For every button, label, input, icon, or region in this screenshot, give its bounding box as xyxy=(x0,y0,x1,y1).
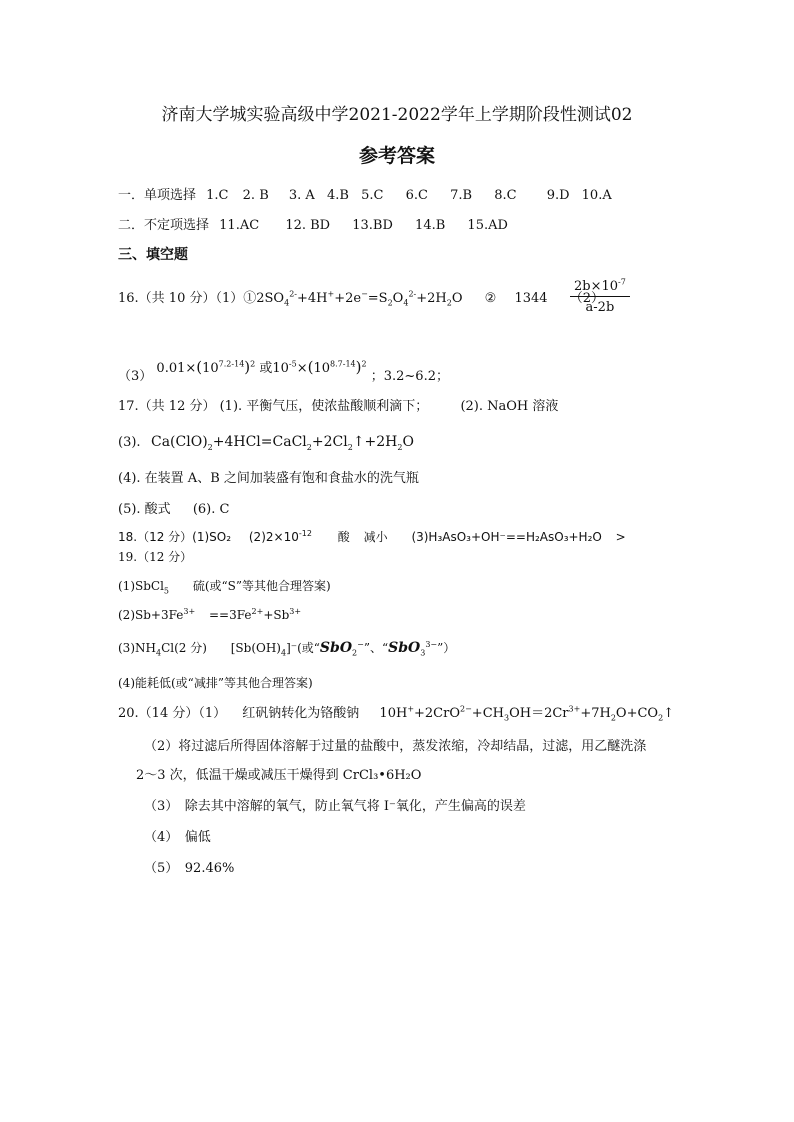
answer: 2. B xyxy=(242,188,269,203)
question-19-line1: (1)SbCl$_5$ 硫(或“S”等其他合理答案) xyxy=(118,579,331,596)
q17-part5: (5). 酸式 xyxy=(118,502,171,517)
q20-eq: +2CrO xyxy=(414,706,460,721)
q18-part5: (3)H₃AsO₃+OH⁻==H₂AsO₃+H₂O xyxy=(411,530,602,544)
q17-label: (3). xyxy=(118,435,141,450)
q16-exp: 7.2-14 xyxy=(218,359,245,369)
question-19-line4: (4)能耗低(或“减排”等其他合理答案) xyxy=(118,676,313,690)
question-16-line1: 16.（共 10 分）$(1)①2SO_4^{2-}+4H^++2e^-=S_2O_4^{2-}+2H_2O$ ② 1344 （2） xyxy=(118,289,604,308)
q16-exp: -5 xyxy=(288,359,297,369)
q19-part3: (3)NH xyxy=(118,641,156,655)
section-label: 二．不定项选择 xyxy=(118,218,210,233)
q20-eq: +CH xyxy=(471,706,504,721)
question-16-line2: （3） $0.01\times(10^{7.2-14})^2$ 或$10^{-5}\times(10^{8.7-14})^2$ ；3.2~6.2； xyxy=(118,358,449,384)
document-title: 济南大学城实验高级中学2021-2022学年上学期阶段性测试02 xyxy=(161,105,633,125)
section-multi-choice xyxy=(118,217,508,235)
question-20-line4: （4） 偏低 xyxy=(144,830,211,845)
answer: 13.BD xyxy=(352,218,393,233)
q19-formula: SbO xyxy=(388,640,421,656)
question-20-line2b: 2～3 次，低温干燥或减压干燥得到 CrCl₃•6H₂O xyxy=(136,768,422,783)
q16-eq: O xyxy=(392,291,404,306)
q20-eq: +7H xyxy=(580,706,611,721)
q16-expr: 或10 xyxy=(259,361,289,376)
q19-part2: +Sb xyxy=(263,608,290,622)
q16-eq: +4H xyxy=(296,291,328,306)
answer: 1.C xyxy=(206,188,229,203)
q18-part1: 18.（12 分）(1)SO₂ xyxy=(118,530,232,544)
q16-expr: × xyxy=(296,361,308,376)
question-19-line3: $(3)NH_4Cl(2$ 分) $[Sb(OH)_4]^-$(或“SbO$_2$−”、“SbO$_3^{3-}$”） xyxy=(118,640,456,658)
answer: 3. A xyxy=(288,188,315,203)
q19-part2: ==3Fe xyxy=(209,608,252,622)
question-17-line4: (4). 在装置 A、B 之间加装盛有饱和食盐水的洗气瓶 xyxy=(118,471,419,486)
question-17-line1 xyxy=(118,398,558,416)
question-20-line5: （5） 92.46% xyxy=(144,861,235,876)
q19-formula: SbO xyxy=(319,640,353,656)
question-20-line3: （3） 除去其中溶解的氧气，防止氧气将 I⁻氧化，产生偏高的误差 xyxy=(144,799,526,814)
q20-eq: ↑ xyxy=(663,706,675,721)
q16-exp: 8.7-14 xyxy=(330,359,356,369)
q16-eq: O xyxy=(451,291,463,306)
question-18 xyxy=(118,528,626,546)
answer: 4.B xyxy=(326,188,349,203)
answer: 12. BD xyxy=(285,218,331,233)
q19-part1: (1)SbCl xyxy=(118,579,164,593)
q16-value: 1344 xyxy=(514,291,548,306)
q16-eq: =S xyxy=(367,291,388,306)
fraction-numerator: 2b×10 xyxy=(574,279,619,294)
q17-part2: (2). NaOH 溶液 xyxy=(460,399,559,414)
q17-eq: ↑+2H xyxy=(352,434,398,450)
q20-head: 20.（14 分）（1） xyxy=(118,706,227,721)
q20-eq: O+CO xyxy=(615,706,659,721)
q19-part3: ]⁻(或“ xyxy=(286,641,320,655)
question-20-line1: 20.（14 分）（1） 红矾钠转化为铬酸钠 $10H^++2CrO^{2-}+CH_3OH=2Cr^{3+}+7H_2O+CO_2↑$ xyxy=(118,704,675,723)
question-17-line3: (3). $Ca(ClO)_2+4HCl=CaCl_2+2Cl_2↑+2H_2O$ xyxy=(118,434,414,452)
document-subtitle: 参考答案 xyxy=(358,145,435,167)
q17-part1: 17.（共 12 分） (1). 平衡气压，使浓盐酸顺利滴下； xyxy=(118,399,429,414)
answer: 5.C xyxy=(361,188,384,203)
question-19-line2: $(2)Sb+3Fe^{3+} ==3Fe^{2+}+Sb^{3+}$ xyxy=(118,607,302,622)
answer: 15.AD xyxy=(467,218,508,233)
q16-expr: 10 xyxy=(313,361,331,376)
q16-mark: ② xyxy=(484,291,497,306)
q18-part4: 减小 xyxy=(363,530,388,544)
q19-part2: (2)Sb+3Fe xyxy=(118,608,184,622)
section-single-choice xyxy=(118,187,612,205)
fraction-exponent: -7 xyxy=(618,277,626,287)
q19-part3: ”） xyxy=(437,641,456,655)
q16-fraction xyxy=(570,279,630,315)
answer: 11.AC xyxy=(219,218,260,233)
answer: 9.D xyxy=(546,188,570,203)
answer: 10.A xyxy=(581,188,612,203)
q16-part3: （3） xyxy=(118,369,153,384)
q18-part2: (2)2×10 xyxy=(248,530,299,544)
section-fill-blank: 三、填空题 xyxy=(118,247,188,263)
question-17-line5 xyxy=(118,501,229,519)
q19-part1b: 硫(或“S”等其他合理答案) xyxy=(192,579,331,593)
q18-part6: > xyxy=(615,530,626,544)
question-20-line2: （2）将过滤后所得固体溶解于过量的盐酸中，蒸发浓缩，冷却结晶，过滤，用乙醚洗涤 xyxy=(144,739,647,754)
answer: 6.C xyxy=(405,188,428,203)
q17-eq: +2Cl xyxy=(311,434,348,450)
answer: 8.C xyxy=(494,188,517,203)
question-19-head: 19.（12 分） xyxy=(118,550,193,564)
q16-range: ；3.2~6.2； xyxy=(370,369,449,384)
fraction-denominator: a-2b xyxy=(585,300,615,315)
q18-exp: -12 xyxy=(298,529,312,538)
q20-eq: 10H xyxy=(379,706,408,721)
q17-eq: Ca(ClO) xyxy=(151,434,208,450)
q16-head: 16.（共 10 分）（1）①2SO xyxy=(118,291,285,306)
answer: 7.B xyxy=(450,188,473,203)
q19-part3: ”、“ xyxy=(363,641,389,655)
q19-part3: Cl(2 分) xyxy=(161,641,207,655)
q20-eq: OH＝2Cr xyxy=(509,706,569,721)
q16-expr: 0.01× xyxy=(156,361,197,376)
q16-part2: （2） xyxy=(569,291,604,306)
section-label: 一．单项选择 xyxy=(118,188,197,203)
q16-eq: +2e xyxy=(334,291,362,306)
q20-part1: 红矾钠转化为铬酸钠 xyxy=(242,706,360,721)
q19-part3: [Sb(OH) xyxy=(230,641,281,655)
q16-expr: 10 xyxy=(202,361,219,376)
answer: 14.B xyxy=(415,218,446,233)
q18-part3: 酸 xyxy=(337,530,350,544)
q17-eq: O xyxy=(402,434,414,450)
q17-part6: (6). C xyxy=(192,502,230,517)
q16-eq: +2H xyxy=(416,291,447,306)
q17-eq: +4HCl=CaCl xyxy=(212,434,307,450)
